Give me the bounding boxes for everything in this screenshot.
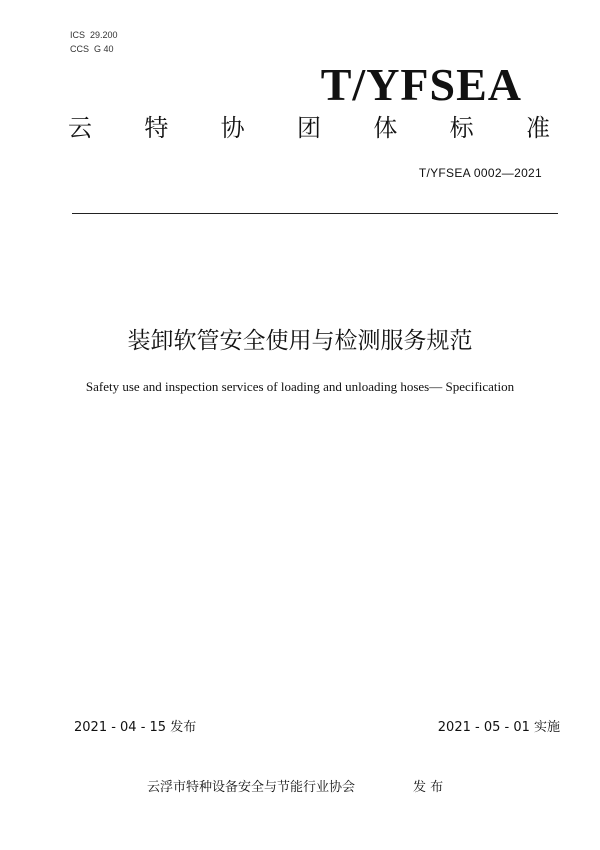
document-title-chinese: 装卸软管安全使用与检测服务规范 (127, 328, 473, 354)
header-divider (72, 213, 558, 214)
standard-type-char: 云 (68, 114, 92, 142)
classification-codes (70, 28, 118, 56)
standard-number: T/YFSEA 0002—2021 (418, 166, 542, 180)
document-title-english: Safety use and inspection services of loading and unloading hoses— Specification (85, 379, 515, 394)
publish-label: 发 布 (413, 780, 444, 795)
release-date: 2021 - 04 - 15 发布 (74, 720, 197, 735)
implementation-date: 2021 - 05 - 01 实施 (437, 720, 560, 735)
ics-code: ICS 29.200 (70, 30, 118, 40)
ccs-code: CCS G 40 (70, 44, 114, 54)
standard-type-char: 标 (449, 114, 474, 142)
standard-type-char: 特 (144, 114, 169, 142)
standard-type-char: 准 (525, 114, 550, 142)
standard-type-char: 团 (296, 114, 321, 142)
standard-type-char: 协 (220, 114, 245, 142)
brand-logo-text: T/YFSEA (320, 59, 522, 110)
publisher-name: 云浮市特种设备安全与节能行业协会 (147, 780, 356, 795)
standard-type (68, 116, 550, 140)
standard-type-char: 体 (373, 114, 398, 142)
